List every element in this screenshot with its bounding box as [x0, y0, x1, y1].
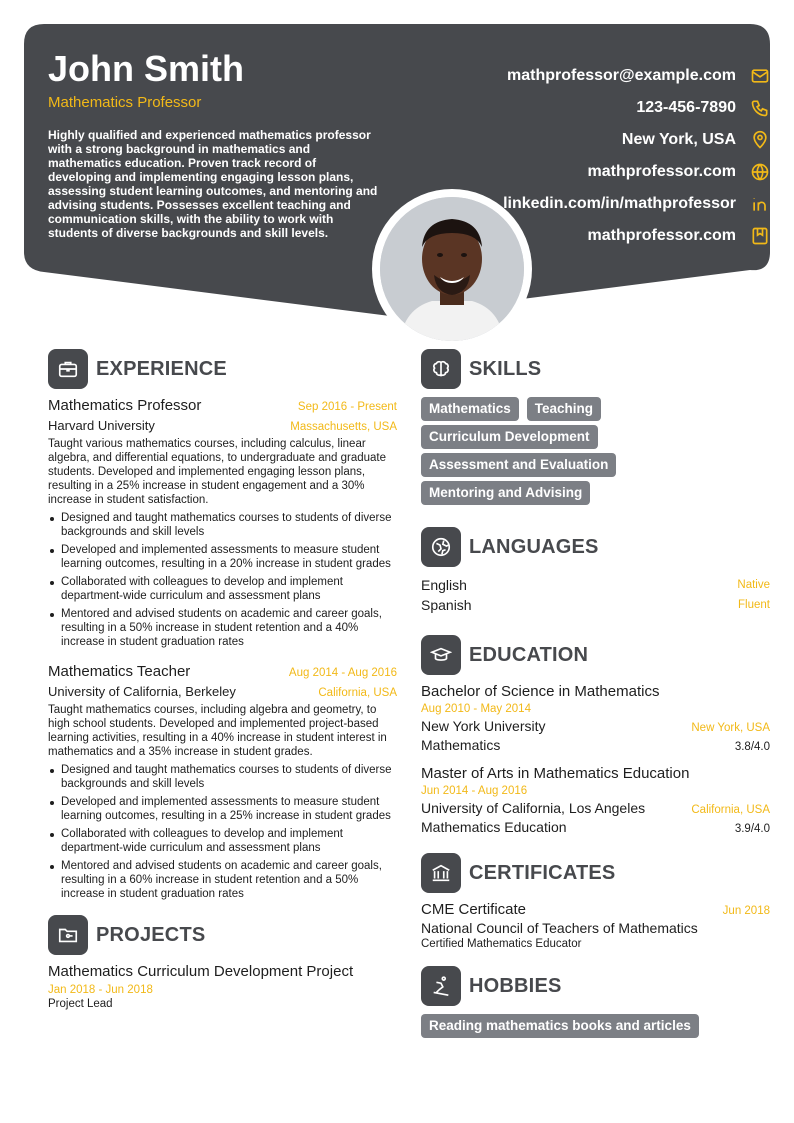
gpa: 3.8/4.0 [734, 741, 770, 753]
contact-location-text: New York, USA [621, 131, 736, 148]
languages-header [421, 527, 770, 567]
job-bullets [48, 511, 397, 649]
contact-website[interactable] [440, 156, 770, 188]
education-header [421, 635, 770, 675]
field-of-study: Mathematics Education [421, 819, 567, 835]
job-location: California, USA [318, 687, 397, 699]
skills-header [421, 349, 770, 389]
skill-tag: Mentoring and Advising [421, 481, 590, 505]
hobbies-header [421, 966, 770, 1006]
job-location: Massachusetts, USA [290, 421, 397, 433]
job-bullets [48, 763, 397, 901]
contact-email[interactable] [440, 60, 770, 92]
degree-title: Master of Arts in Mathematics Education [421, 765, 690, 782]
language-icon [421, 527, 461, 567]
project-role: Project Lead [48, 998, 113, 1010]
experience-header [48, 349, 397, 389]
degree-title: Bachelor of Science in Mathematics [421, 683, 660, 700]
candidate-name: John Smith [48, 48, 244, 89]
candidate-title: Mathematics Professor [48, 94, 202, 111]
school-name: New York University [421, 718, 546, 734]
linkedin-icon [750, 194, 770, 214]
skill-tag: Assessment and Evaluation [421, 453, 616, 477]
gpa: 3.9/4.0 [734, 823, 770, 835]
job-entry [48, 663, 397, 901]
job-bullet: Designed and taught mathematics courses to students of diverse backgrounds and skill levels [48, 763, 397, 791]
projects-header [48, 915, 397, 955]
folder-icon [48, 915, 88, 955]
job-bullet: Collaborated with colleagues to develop and implement department-wide curriculum and assessment plans [48, 827, 397, 855]
job-bullet: Mentored and advised students on academic and career goals, resulting in a 60% increase in student retention and a 50% increase in student graduation rates [48, 859, 397, 901]
avatar [380, 197, 524, 341]
hobbies-list [421, 1014, 770, 1038]
right-column [421, 349, 770, 1038]
job-org: Harvard University [48, 418, 155, 433]
contact-phone[interactable] [440, 92, 770, 124]
brain-icon [421, 349, 461, 389]
project-title: Mathematics Curriculum Development Project [48, 963, 354, 980]
left-column [48, 349, 397, 1010]
skill-tag: Mathematics [421, 397, 519, 421]
education-entry [421, 683, 770, 753]
certificate-entry [421, 901, 770, 950]
certificate-name: CME Certificate [421, 901, 527, 918]
job-org: University of California, Berkeley [48, 684, 236, 699]
hobby-tag: Reading mathematics books and articles [421, 1014, 699, 1038]
job-bullet: Developed and implemented assessments to measure student learning outcomes, resulting in a 25% increase in student grades [48, 795, 397, 823]
project-date: Jan 2018 - Jun 2018 [48, 984, 153, 996]
contact-linkedin-text[interactable]: linkedin.com/in/mathprofessor [503, 195, 736, 212]
education-entry [421, 765, 770, 835]
language-row [421, 575, 770, 595]
job-title: Mathematics Professor [48, 397, 202, 414]
language-name: English [421, 577, 467, 593]
education-date: Jun 2014 - Aug 2016 [421, 785, 528, 797]
education-date: Aug 2010 - May 2014 [421, 703, 531, 715]
language-name: Spanish [421, 597, 472, 613]
skills-title: SKILLS [469, 357, 542, 380]
job-description: Taught various mathematics courses, including calculus, linear algebra, and differential equations, to undergraduate and graduate students. Developed and implemented engaging lesson plans, resulting in a 25% increase in student engagement and a 30% increase in student satisfaction. [48, 438, 387, 506]
language-row [421, 595, 770, 615]
bookmark-icon [750, 226, 770, 246]
job-bullet: Designed and taught mathematics courses to students of diverse backgrounds and skill levels [48, 511, 397, 539]
job-date: Aug 2014 - Aug 2016 [288, 667, 397, 679]
summary-text: Highly qualified and experienced mathematics professor with a strong background in mathematics and mathematics education. Proven track record of developing and implementing engaging lesson plans, assessing student learning outcomes, and mentoring and advising students. Possesses excellent teaching and communication skills, with the ability to work with students of diverse backgrounds and skill levels. [48, 128, 378, 240]
certificates-title: CERTIFICATES [469, 861, 616, 884]
contact-phone-text[interactable]: 123-456-7890 [636, 99, 736, 116]
institution-icon [421, 853, 461, 893]
mail-icon [750, 66, 770, 86]
skill-tag: Teaching [527, 397, 601, 421]
hobbies-title: HOBBIES [469, 974, 562, 997]
job-title: Mathematics Teacher [48, 663, 191, 680]
skills-list [421, 397, 621, 505]
certificate-desc: Certified Mathematics Educator [421, 938, 582, 950]
header-intro [48, 48, 378, 240]
job-entry [48, 397, 397, 649]
skill-tag: Curriculum Development [421, 425, 598, 449]
languages-title: LANGUAGES [469, 535, 599, 558]
education-title: EDUCATION [469, 643, 589, 666]
job-date: Sep 2016 - Present [297, 401, 397, 413]
skiing-icon [421, 966, 461, 1006]
projects-title: PROJECTS [96, 923, 206, 946]
languages-list [421, 575, 770, 615]
job-description: Taught mathematics courses, including algebra and geometry, to high school students. Developed and implemented project-based learning activities, resulting in a 40% increase in student interest in mathematics and a 35% increase in student grades. [48, 704, 387, 758]
project-entry [48, 963, 397, 1010]
job-bullet: Developed and implemented assessments to measure student learning outcomes, resulting in a 20% increase in student grades [48, 543, 397, 571]
contact-portfolio-text[interactable]: mathprofessor.com [587, 227, 736, 244]
phone-icon [750, 98, 770, 118]
certificate-org: National Council of Teachers of Mathematics [421, 920, 698, 936]
certificates-header [421, 853, 770, 893]
school-name: University of California, Los Angeles [421, 800, 646, 816]
experience-title: EXPERIENCE [96, 357, 227, 380]
location-pin-icon [750, 130, 770, 150]
field-of-study: Mathematics [421, 737, 501, 753]
language-level: Native [737, 579, 770, 591]
contact-website-text[interactable]: mathprofessor.com [587, 163, 736, 180]
briefcase-icon [48, 349, 88, 389]
certificate-date: Jun 2018 [722, 905, 770, 917]
graduation-cap-icon [421, 635, 461, 675]
job-bullet: Mentored and advised students on academic and career goals, resulting in a 50% increase in student retention and a 40% increase in student graduation rates [48, 607, 397, 649]
contact-email-text[interactable]: mathprofessor@example.com [506, 67, 736, 84]
globe-icon [750, 162, 770, 182]
job-bullet: Collaborated with colleagues to develop and implement department-wide curriculum and assessment plans [48, 575, 397, 603]
contact-location [440, 124, 770, 156]
language-level: Fluent [738, 599, 770, 611]
school-location: New York, USA [691, 722, 770, 734]
school-location: California, USA [691, 804, 770, 816]
